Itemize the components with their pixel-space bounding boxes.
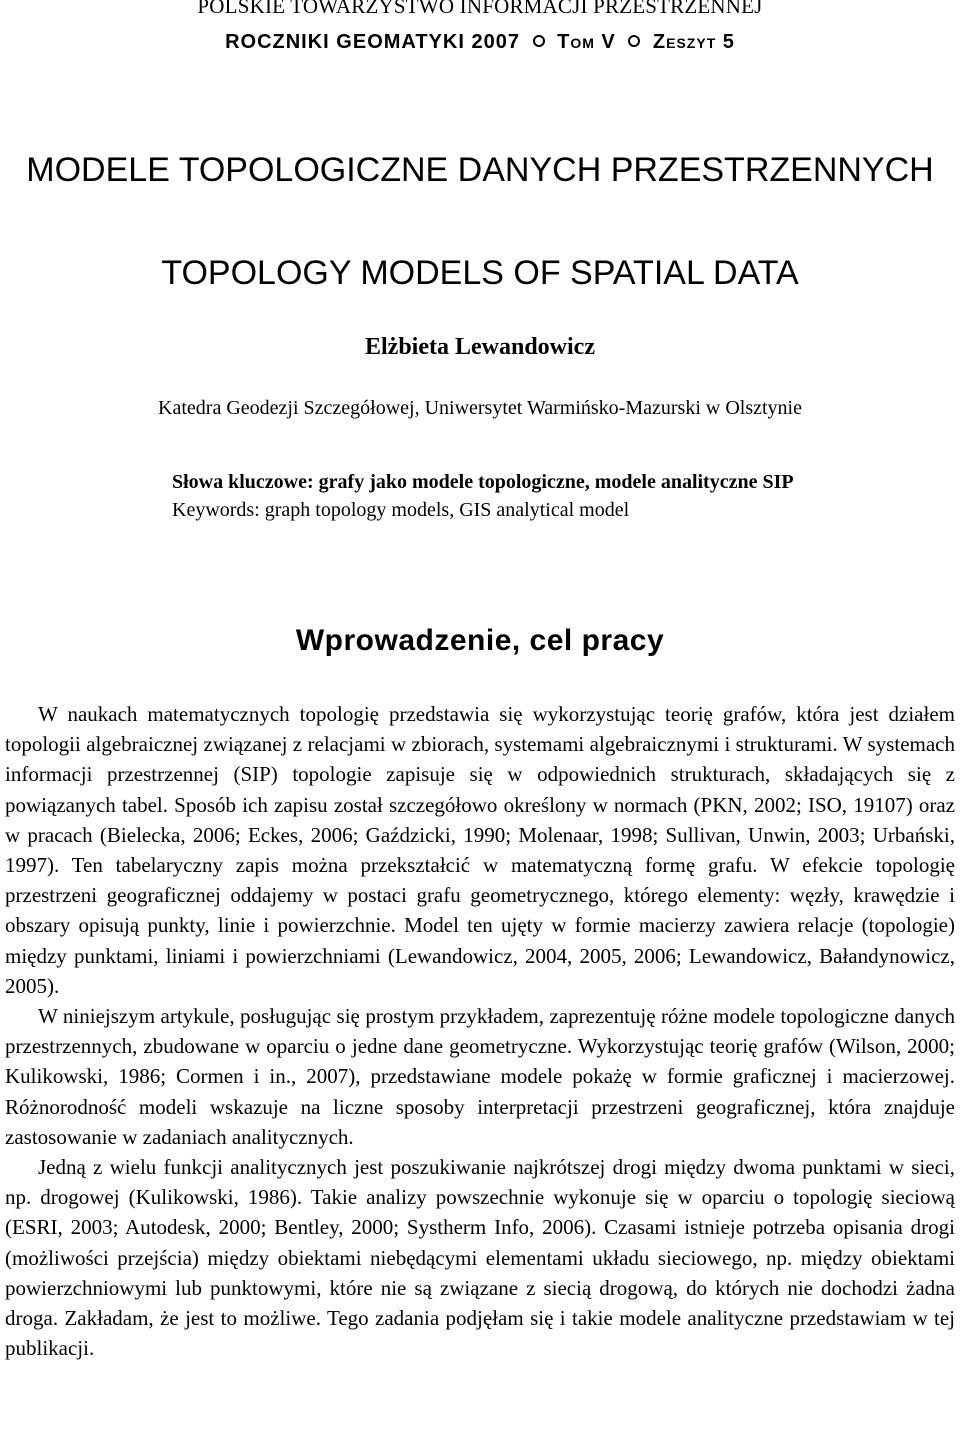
circle-bullet-icon xyxy=(628,35,640,47)
article-title-english: TOPOLOGY MODELS OF SPATIAL DATA xyxy=(161,254,799,292)
keywords-polish: Słowa kluczowe: grafy jako modele topologiczne, modele analityczne SIP xyxy=(172,471,794,493)
section-heading: Wprowadzenie, cel pracy xyxy=(295,624,665,657)
society-header: POLSKIE TOWARZYSTWO INFORMACJI PRZESTRZENNEJ xyxy=(197,0,763,18)
issue-label: Zeszyt 5 xyxy=(652,31,735,53)
body-text xyxy=(5,699,955,1363)
author-name: Elżbieta Lewandowicz xyxy=(365,334,595,360)
journal-name: ROCZNIKI GEOMATYKI 2007 xyxy=(225,31,520,53)
article-title-polish: MODELE TOPOLOGICZNE DANYCH PRZESTRZENNYCH xyxy=(26,151,934,189)
circle-bullet-icon xyxy=(533,35,545,47)
paragraph: Jedną z wielu funkcji analitycznych jest poszukiwanie najkrótszej drogi między dwoma punktami w sieci, np. drogowej (Kulikowski, 1986). Takie analizy powszechnie wykonuje się w oparciu o topologię sieciową (ESRI, 2003; Autodesk, 2000; Bentley, 2000; Systherm Info, 2006). Czasami istnieje potrzeba opisania drogi (możliwości przejścia) między obiektami niebędącymi elementami układu sieciowego, np. między obiektami powierzchniowymi lub punktowymi, które nie są związane z siecią drogową, do których nie dochodzi żadna droga. Zakładam, że jest to możliwe. Tego zadania podjęłam się i takie modele analityczne przedstawiam w tej publikacji. xyxy=(5,1155,955,1361)
paragraph: W niniejszym artykule, posługując się prostym przykładem, zaprezentuję różne modele topologiczne danych przestrzennych, zbudowane w oparciu o jedne dane geometryczne. Wykorzystując teorię grafów (Wilson, 2000; Kulikowski, 1986; Cormen i in., 2007), przedstawiane modele pokażę w formie graficznej i macierzowej. Różnorodność modeli wskazuje na liczne sposoby interpretacji przestrzeni geograficznej, która znajduje zastosowanie w zadaniach analitycznych. xyxy=(5,1004,955,1149)
volume-label: Tom V xyxy=(557,31,616,53)
journal-header xyxy=(0,31,960,54)
keywords-english: Keywords: graph topology models, GIS analytical model xyxy=(172,499,630,521)
paragraph: W naukach matematycznych topologię przedstawia się wykorzystując teorię grafów, która jest działem topologii algebraicznej związanej z relacjami w zbiorach, systemami algebraicznymi i strukturami. W systemach informacji przestrzennej (SIP) topologie zapisuje się w odpowiednich strukturach, składających się z powiązanych tabel. Sposób ich zapisu został szczegółowo określony w normach (PKN, 2002; ISO, 19107) oraz w pracach (Bielecka, 2006; Eckes, 2006; Gaździcki, 1990; Molenaar, 1998; Sullivan, Unwin, 2003; Urbański, 1997). Ten tabelaryczny zapis można przekształcić w matematyczną formę grafu. W efekcie topologię przestrzeni geograficznej oddajemy w postaci grafu geometrycznego, którego elementy: węzły, krawędzie i obszary opisują punkty, linie i powierzchnie. Model ten ujęty w formie macierzy zawiera relacje (topologie) między punktami, liniami i powierzchniami (Lewandowicz, 2004, 2005, 2006; Lewandowicz, Bałandynowicz, 2005). xyxy=(5,702,955,998)
author-affiliation: Katedra Geodezji Szczegółowej, Uniwersytet Warmińsko-Mazurski w Olsztynie xyxy=(158,397,802,419)
